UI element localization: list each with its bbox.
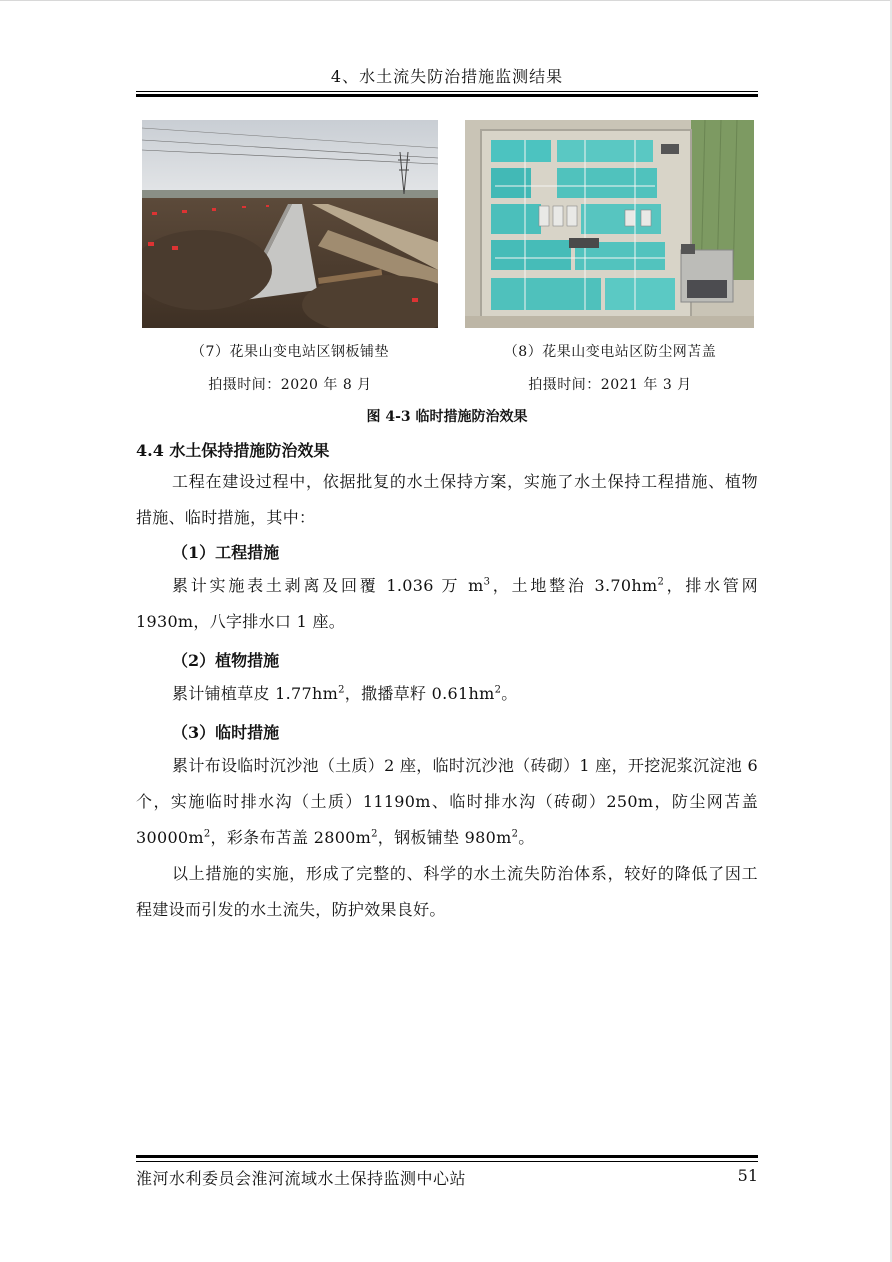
header-rule-thin <box>136 91 758 92</box>
temporary-measures-heading: （3）临时措施 <box>172 723 280 742</box>
engineering-measures-heading: （1）工程措施 <box>172 543 280 562</box>
running-header: 4、水土流失防治措施监测结果 <box>330 67 564 86</box>
photo-steel-plate-paving <box>142 120 438 328</box>
temporary-measures-paragraph: 累计布设临时沉沙池（土质）2 座，临时沉沙池（砖砌）1 座，开挖泥浆沉淀池 6 个，实施临时排水沟（土质）11190m、临时排水沟（砖砌）250m，防尘网苫盖 $30000m^2$，彩条布苫盖 $2800m^2$，钢板铺垫 $980m^2$。 <box>136 756 758 847</box>
header-rule-thick <box>136 94 758 97</box>
plant-measures-heading: （2）植物措施 <box>172 651 280 670</box>
photo-date: 拍摄时间：2020 年 8 月 <box>208 377 372 393</box>
photo-dust-net-cover <box>465 120 754 328</box>
engineering-measures-paragraph: 累计实施表土剥离及回覆 1.036 万 $m^3$，土地整治 $3.70hm^2$，排水管网 1930m，八字排水口 1 座。 <box>136 576 758 631</box>
photo-caption: （8）花果山变电站区防尘网苫盖 <box>503 344 717 360</box>
photo-caption: （7）花果山变电站区钢板铺垫 <box>191 344 389 360</box>
page-number: 51 <box>737 1166 758 1185</box>
footer-rule-thin <box>136 1161 758 1162</box>
intro-paragraph: 工程在建设过程中，依据批复的水土保持方案，实施了水土保持工程措施、植物措施、临时措施，其中： <box>136 472 758 527</box>
plant-measures-paragraph: 累计铺植草皮 $1.77hm^2$，撒播草籽 $0.61hm^2$。 <box>172 684 518 703</box>
footer-organization: 淮河水利委员会淮河流域水土保持监测中心站 <box>136 1169 467 1188</box>
footer-rule-thick <box>136 1155 758 1158</box>
section-heading: 4.4 水土保持措施防治效果 <box>136 441 330 460</box>
figure-title: 图 4-3 临时措施防治效果 <box>366 409 528 425</box>
page-edge-top <box>0 0 892 1</box>
photo-date: 拍摄时间：2021 年 3 月 <box>528 377 692 393</box>
conclusion-paragraph: 以上措施的实施，形成了完整的、科学的水土流失防治体系，较好的降低了因工程建设而引发的水土流失，防护效果良好。 <box>136 864 758 919</box>
